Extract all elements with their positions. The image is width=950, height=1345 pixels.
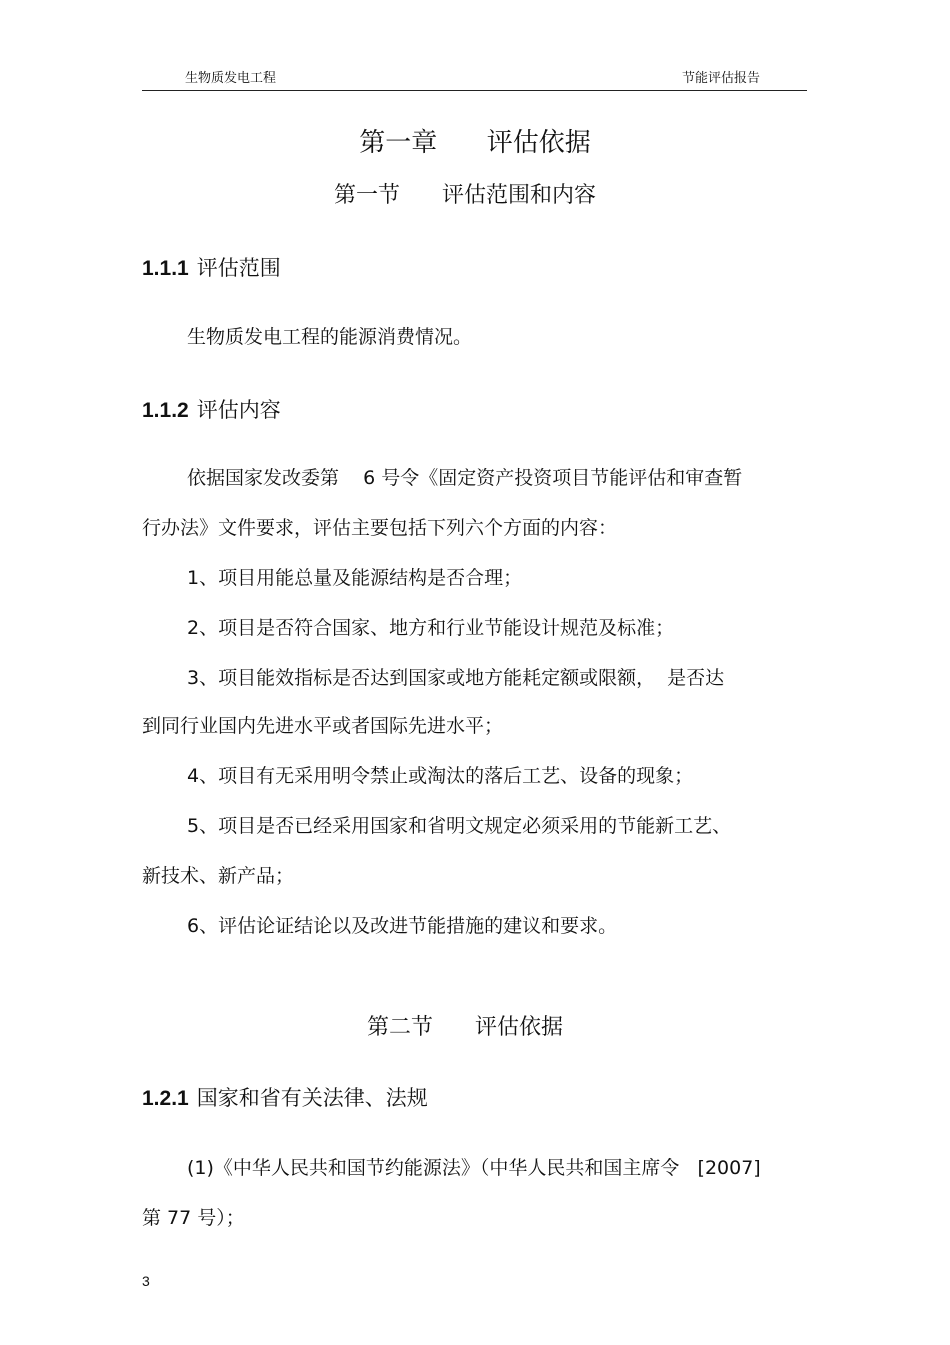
list-item-continuation: 新技术、新产品； — [142, 865, 295, 887]
subsection-title: 评估内容 — [196, 398, 281, 422]
subsection-1-2-1 — [142, 1082, 428, 1112]
page-number: 3 — [142, 1273, 150, 1289]
section-2-title: 第二节 评估依据 — [367, 1015, 563, 1040]
header-divider — [142, 90, 807, 91]
list-item: 1、项目用能总量及能源结构是否合理； — [187, 567, 523, 589]
list-item: 3、项目能效指标是否达到国家或地方能耗定额或限额， 是否达 — [187, 667, 725, 689]
subsection-number: 1.1.1 — [142, 257, 189, 280]
law-line-2: 第 77 号）； — [142, 1207, 245, 1229]
subsection-title: 国家和省有关法律、法规 — [196, 1086, 428, 1110]
subsection-title: 评估范围 — [196, 256, 281, 280]
list-item: 6、评估论证结论以及改进节能措施的建议和要求。 — [187, 915, 618, 937]
header-project-name: 生物质发电工程 — [185, 71, 277, 86]
list-item: 5、项目是否已经采用国家和省明文规定必须采用的节能新工艺、 — [187, 815, 732, 837]
chapter-title: 第一章 评估依据 — [359, 128, 591, 158]
subsection-number: 1.1.2 — [142, 399, 189, 422]
list-item: 4、项目有无采用明令禁止或淘汰的落后工艺、设备的现象； — [187, 765, 694, 787]
subsection-1-1-1 — [142, 252, 281, 282]
law-line-1: (1)《中华人民共和国节约能源法》（中华人民共和国主席令 [2007] — [187, 1157, 761, 1179]
list-item: 2、项目是否符合国家、地方和行业节能设计规范及标准； — [187, 617, 675, 639]
intro-line-1: 依据国家发改委第 6 号令《固定资产投资项目节能评估和审查暂 — [187, 467, 743, 489]
section-1-title: 第一节 评估范围和内容 — [334, 183, 596, 208]
scope-text: 生物质发电工程的能源消费情况。 — [187, 326, 473, 348]
intro-line-2: 行办法》文件要求，评估主要包括下列六个方面的内容： — [142, 517, 618, 539]
subsection-1-1-2 — [142, 394, 281, 424]
list-item-continuation: 到同行业国内先进水平或者国际先进水平； — [142, 715, 504, 737]
header-report-name: 节能评估报告 — [681, 71, 760, 86]
subsection-number: 1.2.1 — [142, 1087, 189, 1110]
